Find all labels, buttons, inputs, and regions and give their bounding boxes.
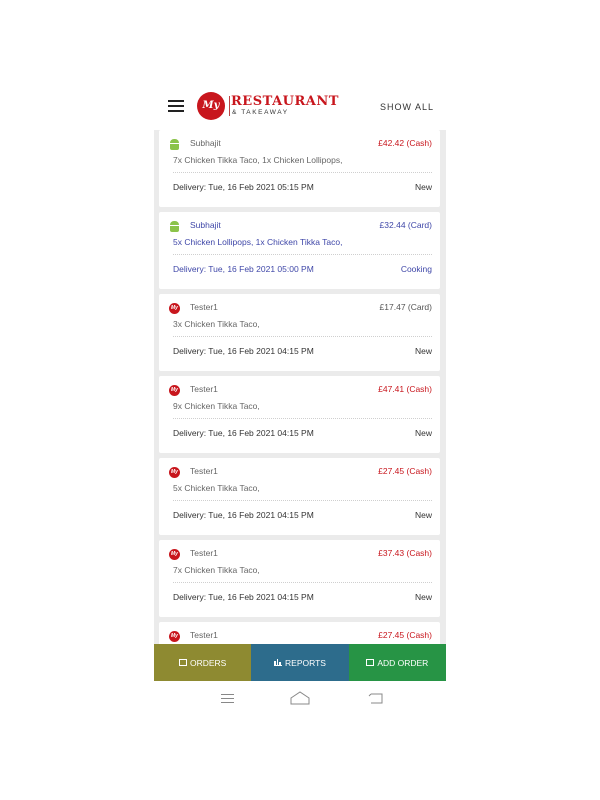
phone-screen bbox=[154, 84, 446, 714]
logo-badge-text: My bbox=[202, 100, 220, 111]
order-status: New bbox=[414, 346, 432, 356]
divider bbox=[173, 336, 432, 337]
order-card[interactable] bbox=[159, 212, 440, 289]
hamburger-menu-icon[interactable] bbox=[168, 100, 184, 112]
order-customer: Tester1 bbox=[190, 548, 218, 558]
system-nav-bar bbox=[154, 681, 446, 714]
divider bbox=[173, 582, 432, 583]
order-customer: Tester1 bbox=[190, 302, 218, 312]
order-card[interactable] bbox=[159, 294, 440, 371]
logo-badge bbox=[197, 92, 225, 120]
back-icon[interactable] bbox=[368, 691, 384, 705]
reports-tab-label: REPORTS bbox=[285, 657, 326, 668]
app-header bbox=[154, 84, 446, 130]
bar-chart-icon bbox=[274, 659, 282, 666]
order-price: £32.44 (Card) bbox=[379, 220, 432, 230]
add-order-tab-label: ADD ORDER bbox=[377, 657, 429, 668]
order-delivery-time: Delivery: Tue, 16 Feb 2021 04:15 PM bbox=[173, 592, 314, 602]
home-icon[interactable] bbox=[290, 691, 306, 705]
orders-tab[interactable] bbox=[154, 644, 251, 681]
order-status: New bbox=[414, 182, 432, 192]
divider bbox=[173, 500, 432, 501]
divider bbox=[173, 172, 432, 173]
logo-subtitle: & TAKEAWAY bbox=[232, 109, 289, 116]
order-items: 7x Chicken Tikka Taco, bbox=[173, 565, 260, 575]
order-items: 9x Chicken Tikka Taco, bbox=[173, 401, 260, 411]
order-customer: Tester1 bbox=[190, 384, 218, 394]
order-price: £37.43 (Cash) bbox=[378, 548, 432, 558]
order-customer: Tester1 bbox=[190, 466, 218, 476]
order-card[interactable] bbox=[159, 540, 440, 617]
order-price: £42.42 (Cash) bbox=[378, 138, 432, 148]
brand-icon: My bbox=[169, 467, 180, 478]
order-card[interactable] bbox=[159, 376, 440, 453]
add-bag-icon bbox=[366, 659, 374, 666]
order-price: £47.41 (Cash) bbox=[378, 384, 432, 394]
order-card[interactable] bbox=[159, 458, 440, 535]
order-price: £27.45 (Cash) bbox=[378, 630, 432, 640]
brand-icon: My bbox=[169, 385, 180, 396]
logo-title: RESTAURANT bbox=[231, 94, 339, 109]
bag-icon bbox=[179, 659, 187, 666]
order-items: 5x Chicken Tikka Taco, bbox=[173, 483, 260, 493]
order-items: 5x Chicken Lollipops, 1x Chicken Tikka Taco, bbox=[173, 237, 343, 247]
logo-separator bbox=[229, 96, 230, 116]
order-card[interactable] bbox=[159, 130, 440, 207]
order-status: Cooking bbox=[400, 264, 432, 274]
brand-icon: My bbox=[169, 303, 180, 314]
bottom-tab-bar bbox=[154, 644, 446, 681]
order-items: 7x Chicken Tikka Taco, 1x Chicken Lollipops, bbox=[173, 155, 343, 165]
order-status: New bbox=[414, 428, 432, 438]
order-delivery-time: Delivery: Tue, 16 Feb 2021 05:15 PM bbox=[173, 182, 314, 192]
order-list[interactable] bbox=[154, 130, 446, 644]
brand-icon: My bbox=[169, 549, 180, 560]
divider bbox=[173, 254, 432, 255]
show-all-button[interactable]: SHOW ALL bbox=[379, 102, 434, 112]
order-card[interactable] bbox=[159, 622, 440, 644]
order-status: New bbox=[414, 510, 432, 520]
android-icon bbox=[169, 221, 180, 232]
reports-tab[interactable] bbox=[251, 644, 348, 681]
order-delivery-time: Delivery: Tue, 16 Feb 2021 04:15 PM bbox=[173, 428, 314, 438]
order-price: £17.47 (Card) bbox=[379, 302, 432, 312]
add-order-tab[interactable] bbox=[349, 644, 446, 681]
brand-icon: My bbox=[169, 631, 180, 642]
order-delivery-time: Delivery: Tue, 16 Feb 2021 04:15 PM bbox=[173, 510, 314, 520]
order-price: £27.45 (Cash) bbox=[378, 466, 432, 476]
order-delivery-time: Delivery: Tue, 16 Feb 2021 05:00 PM bbox=[173, 264, 314, 274]
order-items: 3x Chicken Tikka Taco, bbox=[173, 319, 260, 329]
orders-tab-label: ORDERS bbox=[189, 657, 227, 668]
divider bbox=[173, 418, 432, 419]
order-customer: Tester1 bbox=[190, 630, 218, 640]
order-customer: Subhajit bbox=[190, 220, 221, 230]
android-icon bbox=[169, 139, 180, 150]
order-delivery-time: Delivery: Tue, 16 Feb 2021 04:15 PM bbox=[173, 346, 314, 356]
recent-apps-icon[interactable] bbox=[220, 691, 236, 705]
order-customer: Subhajit bbox=[190, 138, 221, 148]
order-status: New bbox=[414, 592, 432, 602]
restaurant-logo bbox=[197, 90, 352, 124]
